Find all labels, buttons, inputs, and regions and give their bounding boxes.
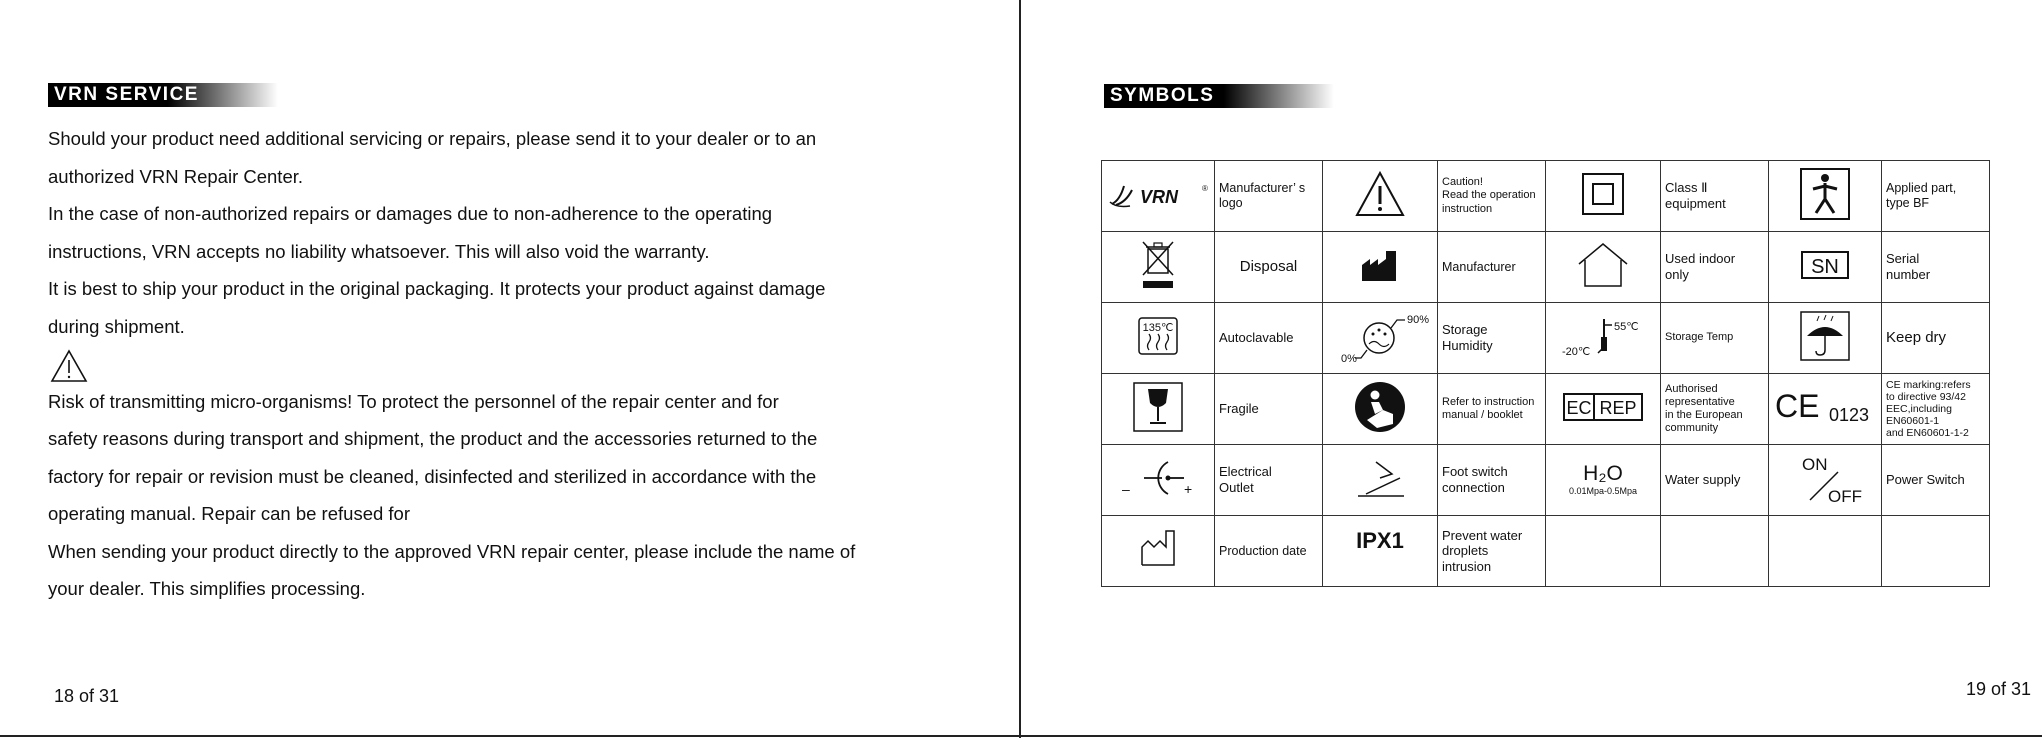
symbol-label bbox=[1661, 232, 1769, 303]
on-text: ON bbox=[1802, 455, 1828, 475]
crossed-bin-disposal-icon bbox=[1102, 232, 1215, 303]
symbol-label bbox=[1438, 161, 1546, 232]
indoor-house-icon bbox=[1546, 232, 1661, 303]
vrn-logo bbox=[1102, 161, 1215, 232]
text-line: your dealer. This simplifies processing. bbox=[48, 578, 366, 599]
symbol-label-line: droplets bbox=[1442, 543, 1489, 559]
vrn-logo-text: VRN bbox=[1140, 187, 1179, 208]
symbol-label-line: EN60601-1 bbox=[1886, 415, 1940, 428]
humidity-limit-icon bbox=[1323, 303, 1438, 374]
symbol-label-line: Storage bbox=[1442, 322, 1488, 338]
symbol-label-line: representative bbox=[1665, 395, 1735, 408]
empty-cell bbox=[1546, 516, 1661, 587]
temp-low-text: -20℃ bbox=[1562, 346, 1591, 359]
symbol-label-line: CE marking:refers bbox=[1886, 378, 1971, 391]
symbols-row bbox=[1102, 303, 1990, 374]
symbol-label bbox=[1215, 445, 1323, 516]
empty-cell bbox=[1882, 516, 1990, 587]
symbol-label-line: Applied part, bbox=[1886, 181, 1957, 195]
symbol-label bbox=[1882, 232, 1990, 303]
text-line: safety reasons during transport and shipment, the product and the accessories returned to the bbox=[48, 428, 818, 449]
symbol-label bbox=[1438, 516, 1546, 587]
symbols-row bbox=[1102, 516, 1990, 587]
manufacturer-factory-icon bbox=[1323, 232, 1438, 303]
ce-mark-text: CE bbox=[1775, 388, 1820, 425]
serial-number-icon bbox=[1769, 232, 1882, 303]
page-number: 18 of 31 bbox=[54, 686, 120, 706]
symbol-label-line: Used indoor bbox=[1665, 251, 1736, 267]
plus-sign: + bbox=[1184, 481, 1193, 498]
humidity-high-text: 90% bbox=[1407, 314, 1430, 327]
fragile-glass-icon bbox=[1102, 374, 1215, 445]
symbol-label-line: Authorised bbox=[1665, 382, 1718, 395]
registered-mark: ® bbox=[1202, 184, 1208, 194]
symbol-label bbox=[1438, 303, 1546, 374]
page-number: 19 of 31 bbox=[1965, 679, 2031, 699]
symbols-row bbox=[1102, 374, 1990, 445]
symbol-label: Manufacturer’ s logo bbox=[1215, 161, 1323, 232]
text-line: instructions, VRN accepts no liability whatsoever. This will also void the warranty. bbox=[48, 240, 710, 262]
off-text: OFF bbox=[1828, 487, 1862, 507]
minus-sign: – bbox=[1122, 481, 1130, 498]
ipx1-text: IPX1 bbox=[1356, 528, 1404, 553]
text-line: When sending your product directly to the approved VRN repair center, please include the name of bbox=[48, 540, 856, 562]
text-line: factory for repair or revision must be cleaned, disinfected and sterilized in accordance with the bbox=[48, 465, 817, 487]
symbol-label: Keep dry bbox=[1882, 303, 1990, 374]
text-line: Should your product need additional servicing or repairs, please send it to your dealer or to an bbox=[48, 128, 817, 149]
symbol-label-line: Class Ⅱ bbox=[1665, 180, 1708, 196]
autoclave-temp-text: 135℃ bbox=[1142, 322, 1174, 335]
symbol-label-line: Electrical bbox=[1219, 464, 1272, 480]
symbol-label: Disposal bbox=[1215, 232, 1323, 303]
symbol-label-line: and EN60601-1-2 bbox=[1886, 427, 1969, 440]
symbol-label-line: Caution! bbox=[1442, 176, 1483, 189]
empty-cell bbox=[1661, 516, 1769, 587]
symbol-label-line: Humidity bbox=[1442, 338, 1493, 353]
symbol-label-line: Refer to instruction bbox=[1442, 395, 1535, 408]
symbol-label: Production date bbox=[1215, 516, 1323, 587]
symbol-label-line: number bbox=[1886, 267, 1931, 282]
symbol-label-line: community bbox=[1665, 422, 1719, 435]
autoclavable-icon bbox=[1102, 303, 1215, 374]
symbol-label bbox=[1661, 161, 1769, 232]
foot-switch-icon bbox=[1323, 445, 1438, 516]
ec-rep-icon bbox=[1546, 374, 1661, 445]
text-line: In the case of non-authorized repairs or damages due to non-adherence to the operating bbox=[48, 203, 773, 224]
type-bf-applied-part-icon bbox=[1769, 161, 1882, 232]
ec-rep-text-a: EC bbox=[1566, 398, 1592, 419]
section-header-vrn-service: VRN SERVICE bbox=[48, 83, 278, 107]
symbol-label-line: Read the operation bbox=[1442, 189, 1536, 202]
caution-triangle-icon bbox=[1323, 161, 1438, 232]
symbol-label-line: Outlet bbox=[1219, 480, 1254, 495]
serial-number-text: SN bbox=[1811, 256, 1839, 279]
symbol-label-line: EEC,including bbox=[1886, 402, 1952, 415]
symbol-label-line: equipment bbox=[1665, 196, 1726, 211]
symbol-label-line: type BF bbox=[1886, 196, 1930, 210]
symbol-label-line: instruction bbox=[1442, 202, 1493, 215]
symbol-label bbox=[1438, 445, 1546, 516]
h2o-text: H₂O bbox=[1583, 462, 1623, 485]
water-supply-icon bbox=[1546, 445, 1661, 516]
pressure-range-text: 0.01Mpa-0.5Mpa bbox=[1568, 486, 1638, 496]
symbol-label-line: connection bbox=[1442, 480, 1505, 495]
symbol-label-line: to directive 93/42 bbox=[1886, 390, 1966, 403]
symbol-label-line: Serial bbox=[1886, 251, 1920, 267]
empty-cell bbox=[1769, 516, 1882, 587]
symbol-label bbox=[1882, 161, 1990, 232]
ipx1-rating bbox=[1323, 516, 1438, 587]
right-page bbox=[1021, 0, 2042, 738]
text-line: Risk of transmitting micro-organisms! To protect the personnel of the repair center and for bbox=[48, 390, 779, 412]
symbol-label bbox=[1661, 374, 1769, 445]
symbol-label: Water supply bbox=[1661, 445, 1769, 516]
symbol-label bbox=[1438, 374, 1546, 445]
keep-dry-umbrella-icon bbox=[1769, 303, 1882, 374]
section-header-symbols: SYMBOLS bbox=[1104, 84, 1334, 108]
left-page bbox=[0, 0, 1019, 738]
service-text bbox=[48, 124, 978, 612]
temp-high-text: 55℃ bbox=[1614, 321, 1639, 334]
text-line: operating manual. Repair can be refused for bbox=[48, 503, 410, 524]
production-date-icon bbox=[1102, 516, 1215, 587]
symbol-label-line: Prevent water bbox=[1442, 527, 1523, 543]
symbol-label: Autoclavable bbox=[1215, 303, 1323, 374]
text-line: authorized VRN Repair Center. bbox=[48, 165, 304, 187]
on-off-switch-icon bbox=[1769, 445, 1882, 516]
text-line: It is best to ship your product in the original packaging. It protects your product against damage bbox=[48, 278, 826, 299]
symbol-label-line: manual / booklet bbox=[1442, 409, 1523, 421]
symbol-label-line: Foot switch bbox=[1442, 464, 1508, 480]
text-line: during shipment. bbox=[48, 315, 185, 337]
symbol-label: Fragile bbox=[1215, 374, 1323, 445]
ec-rep-text-b: REP bbox=[1599, 398, 1637, 419]
symbols-row bbox=[1102, 161, 1990, 232]
symbol-label-line: intrusion bbox=[1442, 558, 1492, 574]
ce-notified-body-number: 0123 bbox=[1829, 405, 1870, 426]
symbol-label: Power Switch bbox=[1882, 445, 1990, 516]
ce-mark-icon bbox=[1769, 374, 1882, 445]
refer-to-manual-icon bbox=[1323, 374, 1438, 445]
symbol-label: Manufacturer bbox=[1438, 232, 1546, 303]
symbols-row bbox=[1102, 232, 1990, 303]
symbol-label bbox=[1882, 374, 1990, 445]
warning-triangle-icon bbox=[48, 349, 978, 387]
symbol-label: Storage Temp bbox=[1661, 303, 1769, 374]
class-ii-icon bbox=[1546, 161, 1661, 232]
temperature-limit-icon bbox=[1546, 303, 1661, 374]
symbols-row bbox=[1102, 445, 1990, 516]
symbol-label-line: in the European bbox=[1665, 409, 1743, 421]
symbol-label-line: only bbox=[1665, 267, 1689, 282]
humidity-low-text: 0% bbox=[1341, 353, 1357, 366]
symbols-table bbox=[1101, 160, 1990, 587]
electrical-outlet-icon bbox=[1102, 445, 1215, 516]
